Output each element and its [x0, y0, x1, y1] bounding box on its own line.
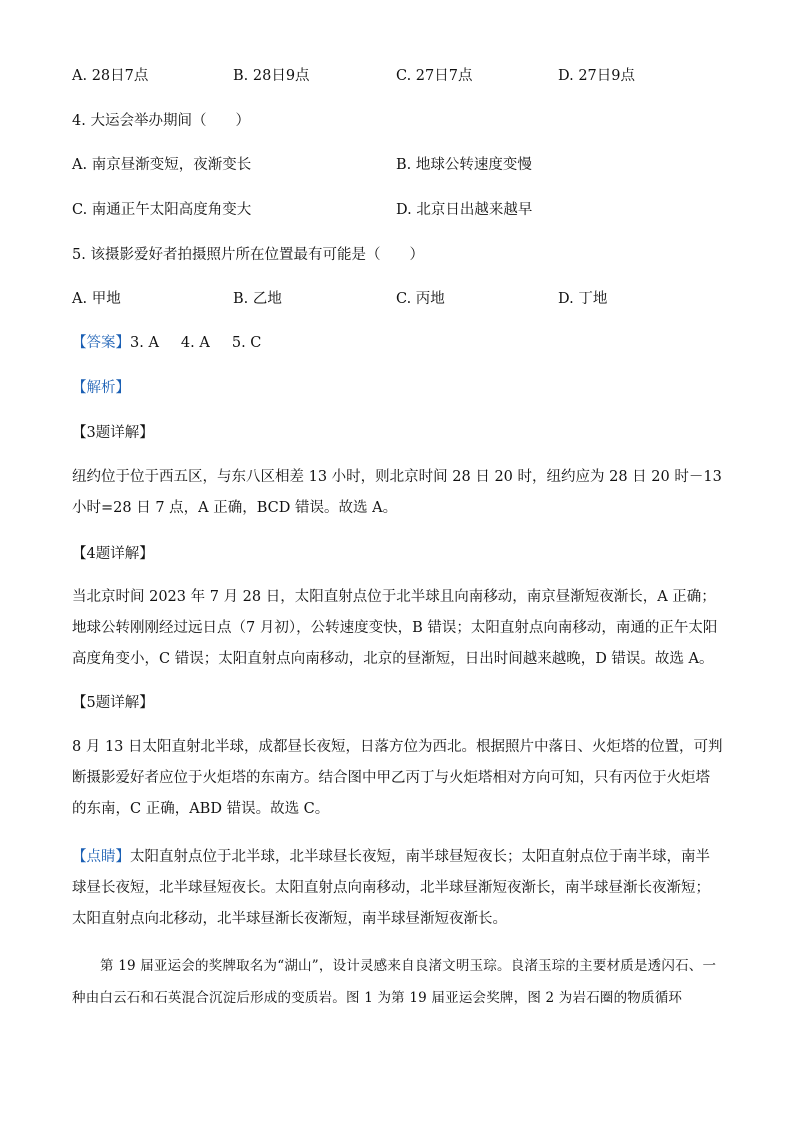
tip-text: 太阳直射点位于北半球，北半球昼长夜短，南半球昼短夜长；太阳直射点位于南半球，南半球昼长夜短，北半球昼短夜长。太阳直射点向南移动，北半球昼渐短夜渐长，南半球昼渐长夜渐短；太阳直射点向北移动，北半球昼渐长夜渐短，南半球昼渐短夜渐长。	[72, 849, 710, 927]
next-passage: 第 19 届亚运会的奖牌取名为“湖山”，设计灵感来自良渚文明玉琮。良渚玉琮的主要材质是透闪石、一种由白云石和石英混合沉淀后形成的变质岩。图 1 为第 19 届亚运会奖牌，图 2 为岩石圈的物质循环	[72, 958, 717, 1006]
analysis-label: 【解析】	[72, 380, 130, 396]
q5-option-a: A. 甲地	[72, 291, 121, 307]
answer-item: 3. A	[130, 335, 159, 351]
q4-option-a: A. 南京昼渐变短，夜渐变长	[72, 157, 252, 173]
q5-option-b: B. 乙地	[233, 291, 282, 307]
q3-option-d: D. 27日9点	[558, 68, 636, 84]
q3-option-c: C. 27日7点	[396, 68, 473, 84]
detail5-title: 【5题详解】	[72, 695, 154, 711]
answer-label: 【答案】	[72, 335, 130, 351]
q4-option-d: D. 北京日出越来越早	[396, 202, 533, 218]
q3-option-a: A. 28日7点	[72, 68, 149, 84]
q3-option-b: B. 28日9点	[233, 68, 310, 84]
q4-option-b: B. 地球公转速度变慢	[396, 157, 532, 173]
answer-item: 4. A	[180, 335, 210, 351]
detail3-title: 【3题详解】	[72, 425, 154, 441]
answer-item: 5. C	[231, 335, 262, 351]
detail5-text: 8 月 13 日太阳直射北半球，成都昼长夜短，日落方位为西北。根据照片中落日、火炬塔的位置，可判断摄影爱好者应位于火炬塔的东南方。结合图中甲乙丙丁与火炬塔相对方向可知，只有丙位于火炬塔的东南，C 正确，ABD 错误。故选 C。	[72, 739, 723, 817]
q4-option-c: C. 南通正午太阳高度角变大	[72, 202, 252, 218]
q5-option-d: D. 丁地	[558, 291, 608, 307]
detail4-title: 【4题详解】	[72, 546, 154, 562]
q5-stem: 5. 该摄影爱好者拍摄照片所在位置最有可能是（ ）	[72, 247, 424, 263]
q4-stem: 4. 大运会举办期间（ ）	[72, 113, 250, 129]
tip-label: 【点睛】	[72, 849, 130, 865]
q5-option-c: C. 丙地	[396, 291, 445, 307]
tip-paragraph	[72, 842, 724, 935]
detail4-text: 当北京时间 2023 年 7 月 28 日，太阳直射点位于北半球且向南移动，南京昼渐短夜渐长，A 正确；地球公转刚刚经过远日点（7 月初），公转速度变快，B 错误；太阳直射点向南移动，南通的正午太阳高度角变小，C 错误；太阳直射点向南移动，北京的昼渐短，日出时间越来越晚，D 错误。故选 A。	[72, 589, 718, 667]
answer-line	[72, 333, 283, 353]
detail3-text: 纽约位于位于西五区，与东八区相差 13 小时，则北京时间 28 日 20 时，纽约应为 28 日 20 时－13 小时=28 日 7 点，A 正确，BCD 错误。故选 A。	[72, 469, 722, 516]
